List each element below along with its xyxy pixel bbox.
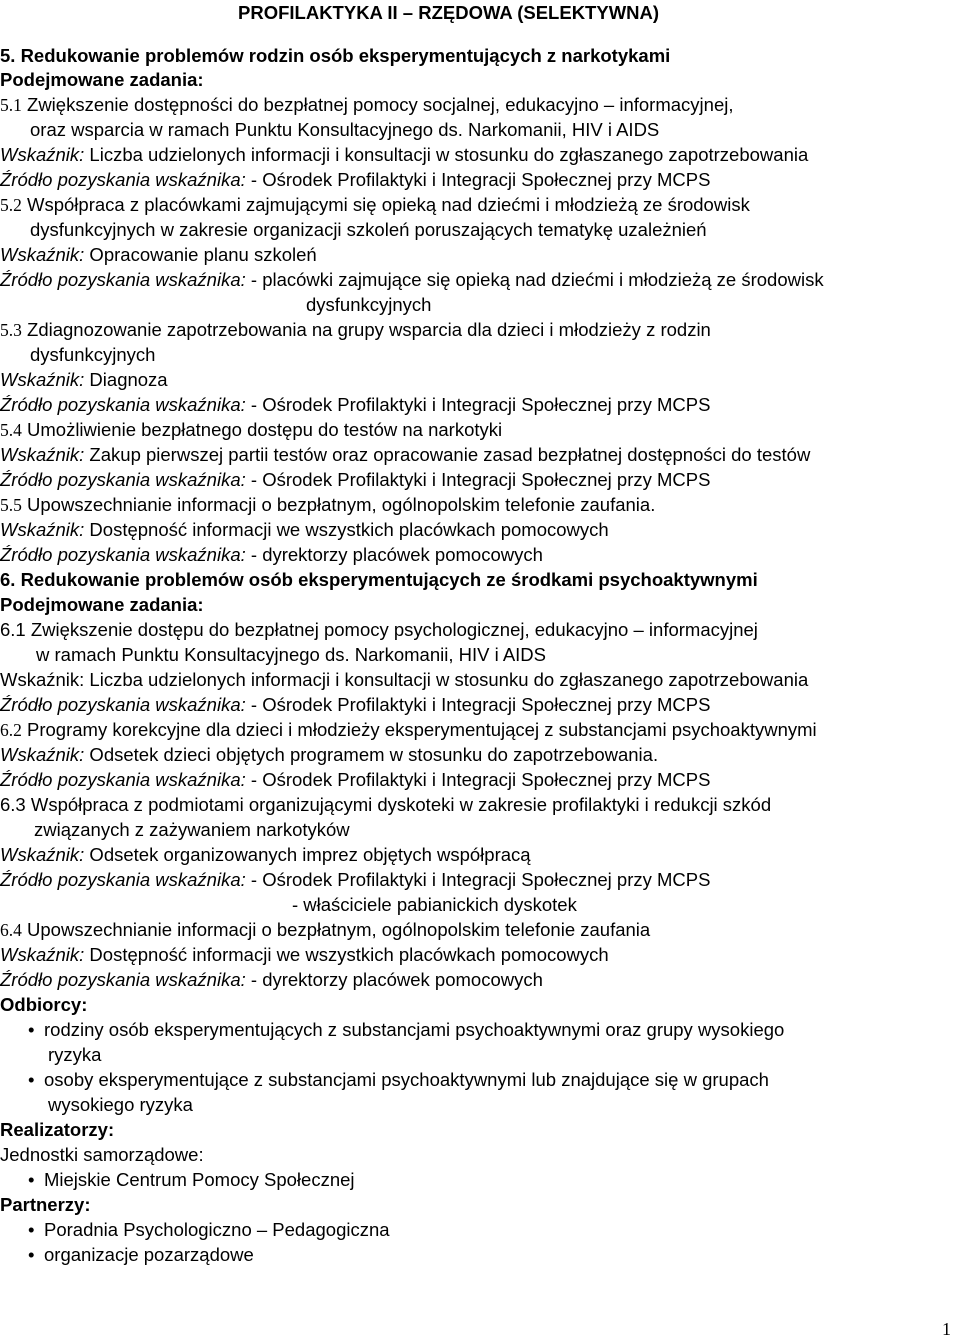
indicator-6-2: Wskaźnik: Odsetek dzieci objętych programem w stosunku do zapotrzebowania.: [0, 744, 659, 765]
indicator-5-3: Wskaźnik: Diagnoza: [0, 369, 168, 390]
partners-item-2: • organizacje pozarządowe: [28, 1244, 254, 1265]
source-6-4: Źródło pozyskania wskaźnika: - dyrektorzy placówek pomocowych: [0, 969, 543, 990]
bullet-icon: •: [28, 1244, 35, 1265]
source-5-1: Źródło pozyskania wskaźnika: - Ośrodek Profilaktyki i Integracji Społecznej przy MCPS: [0, 169, 711, 190]
task-5-3-line-1: 5.3 Zdiagnozowanie zapotrzebowania na grupy wsparcia dla dzieci i młodzieży z rodzin: [0, 319, 711, 340]
tasks-label: Podejmowane zadania:: [0, 594, 204, 615]
source-5-4: Źródło pozyskania wskaźnika: - Ośrodek Profilaktyki i Integracji Społecznej przy MCPS: [0, 469, 711, 490]
indicator-5-1: Wskaźnik: Liczba udzielonych informacji i konsultacji w stosunku do zgłaszanego zapotrzebowania: [0, 144, 809, 165]
recipients-heading: Odbiorcy:: [0, 994, 88, 1015]
task-number: 6.2: [0, 720, 22, 740]
indicator-5-2: Wskaźnik: Opracowanie planu szkoleń: [0, 244, 317, 265]
task-number: 5.4: [0, 420, 22, 440]
task-6-3-line-2: związanych z zażywaniem narkotyków: [34, 819, 350, 840]
task-6-4: 6.4 Upowszechnianie informacji o bezpłatnym, ogólnopolskim telefonie zaufania: [0, 919, 651, 940]
recipients-item-1-continued: ryzyka: [48, 1044, 102, 1065]
implementers-subheading: Jednostki samorządowe:: [0, 1144, 204, 1165]
task-6-2: 6.2 Programy korekcyjne dla dzieci i młodzieży eksperymentującej z substancjami psychoaktywnymi: [0, 719, 817, 740]
source-6-2: Źródło pozyskania wskaźnika: - Ośrodek Profilaktyki i Integracji Społecznej przy MCPS: [0, 769, 711, 790]
indicator-6-4: Wskaźnik: Dostępność informacji we wszystkich placówkach pomocowych: [0, 944, 609, 965]
source-5-3: Źródło pozyskania wskaźnika: - Ośrodek Profilaktyki i Integracji Społecznej przy MCPS: [0, 394, 711, 415]
recipients-item-2-continued: wysokiego ryzyka: [48, 1094, 193, 1115]
document-title: PROFILAKTYKA II – RZĘDOWA (SELEKTYWNA): [238, 2, 660, 23]
section-5-heading: 5. Redukowanie problemów rodzin osób eksperymentujących z narkotykami: [0, 45, 671, 66]
task-5-1-line-2: oraz wsparcia w ramach Punktu Konsultacyjnego ds. Narkomanii, HIV i AIDS: [30, 119, 660, 140]
task-number: 6.4: [0, 920, 22, 940]
source-5-2-continued: dysfunkcyjnych: [306, 294, 432, 315]
task-5-3-line-2: dysfunkcyjnych: [30, 344, 156, 365]
implementers-item-1: • Miejskie Centrum Pomocy Społecznej: [28, 1169, 355, 1190]
indicator-5-5: Wskaźnik: Dostępność informacji we wszystkich placówkach pomocowych: [0, 519, 609, 540]
task-number: 5.2: [0, 195, 22, 215]
source-5-5: Źródło pozyskania wskaźnika: - dyrektorzy placówek pomocowych: [0, 544, 543, 565]
indicator-6-1: Wskaźnik: Liczba udzielonych informacji i konsultacji w stosunku do zgłaszanego zapotrzebowania: [0, 669, 809, 690]
recipients-item-1: • rodziny osób eksperymentujących z substancjami psychoaktywnymi oraz grupy wysokiego: [28, 1019, 785, 1040]
task-6-3-line-1: 6.3 Współpraca z podmiotami organizującymi dyskoteki w zakresie profilaktyki i redukcji szkód: [0, 794, 772, 815]
indicator-6-3: Wskaźnik: Odsetek organizowanych imprez objętych współpracą: [0, 844, 531, 865]
task-number: 5.3: [0, 320, 22, 340]
implementers-heading: Realizatorzy:: [0, 1119, 115, 1140]
section-6-heading: 6. Redukowanie problemów osób eksperymentujących ze środkami psychoaktywnymi: [0, 569, 758, 590]
bullet-icon: •: [28, 1019, 35, 1040]
task-5-5: 5.5 Upowszechnianie informacji o bezpłatnym, ogólnopolskim telefonie zaufania.: [0, 494, 656, 515]
task-6-1-line-1: 6.1 Zwiększenie dostępu do bezpłatnej pomocy psychologicznej, edukacyjno – informacyjnej: [0, 619, 758, 640]
bullet-icon: •: [28, 1169, 35, 1190]
bullet-icon: •: [28, 1219, 35, 1240]
source-6-3: Źródło pozyskania wskaźnika: - Ośrodek Profilaktyki i Integracji Społecznej przy MCPS: [0, 869, 711, 890]
task-6-1-line-2: w ramach Punktu Konsultacyjnego ds. Narkomanii, HIV i AIDS: [36, 644, 547, 665]
page-number: 1: [942, 1319, 951, 1339]
bullet-icon: •: [28, 1069, 35, 1090]
source-6-3-continued: - właściciele pabianickich dyskotek: [292, 894, 577, 915]
source-5-2: Źródło pozyskania wskaźnika: - placówki zajmujące się opieką nad dziećmi i młodzieżą ze środowisk: [0, 269, 824, 290]
task-5-2-line-2: dysfunkcyjnych w zakresie organizacji szkoleń poruszających tematykę uzależnień: [30, 219, 707, 240]
task-5-2-line-1: 5.2 Współpraca z placówkami zajmującymi się opieką nad dziećmi i młodzieżą ze środowisk: [0, 194, 750, 215]
source-6-1: Źródło pozyskania wskaźnika: - Ośrodek Profilaktyki i Integracji Społecznej przy MCPS: [0, 694, 711, 715]
task-5-1-line-1: 5.1 Zwiększenie dostępności do bezpłatnej pomocy socjalnej, edukacyjno – informacyjnej,: [0, 94, 734, 115]
recipients-item-2: • osoby eksperymentujące z substancjami psychoaktywnymi lub znajdujące się w grupach: [28, 1069, 769, 1090]
task-number: 5.5: [0, 495, 22, 515]
task-5-4: 5.4 Umożliwienie bezpłatnego dostępu do testów na narkotyki: [0, 419, 503, 440]
partners-item-1: • Poradnia Psychologiczno – Pedagogiczna: [28, 1219, 390, 1240]
task-number: 5.1: [0, 95, 22, 115]
indicator-5-4: Wskaźnik: Zakup pierwszej partii testów oraz opracowanie zasad bezpłatnej dostępności do testów: [0, 444, 811, 465]
tasks-label: Podejmowane zadania:: [0, 69, 204, 90]
partners-heading: Partnerzy:: [0, 1194, 91, 1215]
